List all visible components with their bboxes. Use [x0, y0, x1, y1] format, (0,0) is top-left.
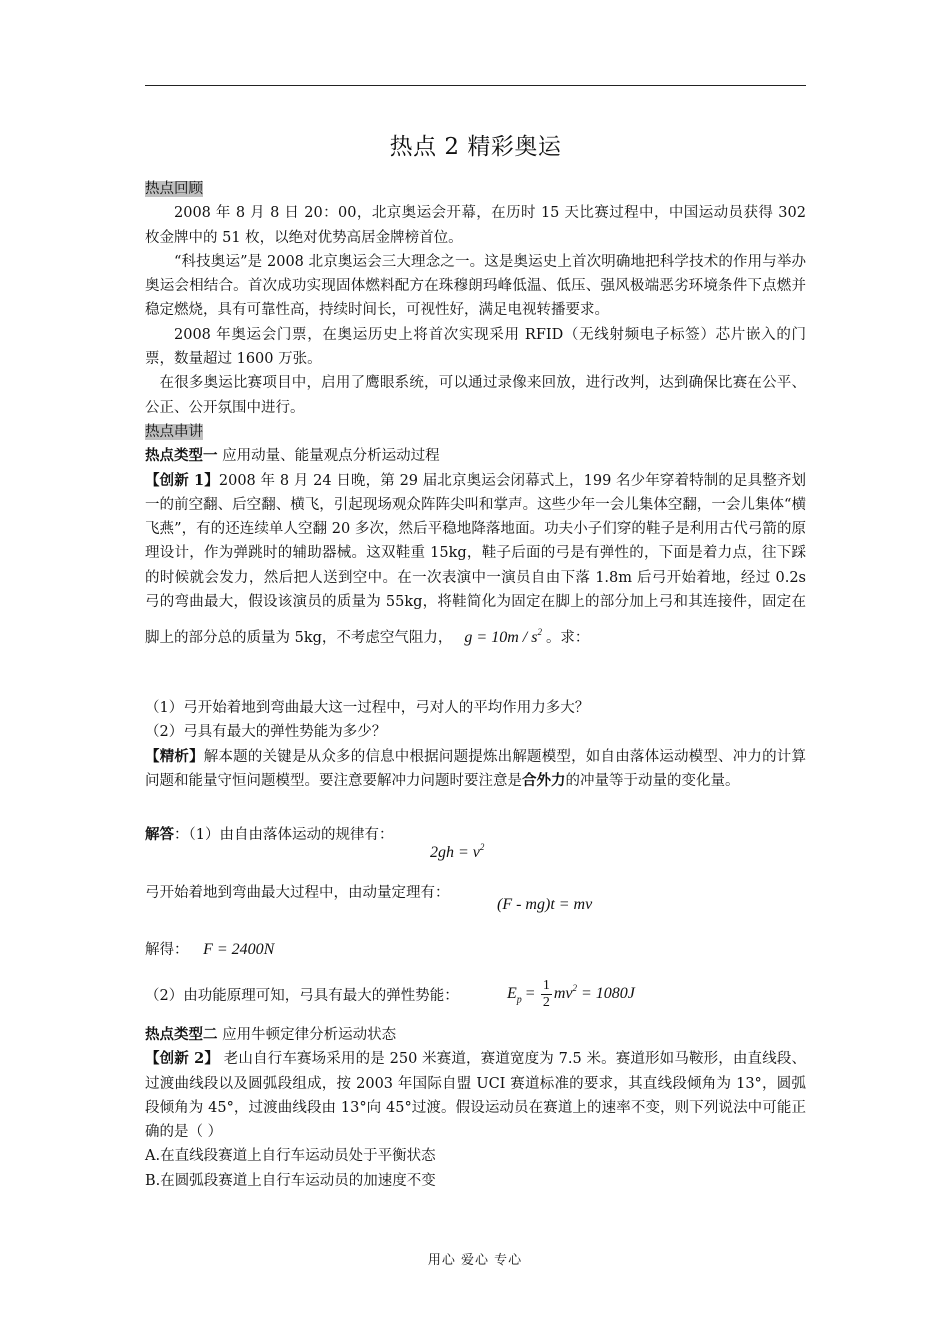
analysis-paragraph [145, 745, 806, 794]
solution-step4-text: （2）由功能原理可知，弓具有最大的弹性势能： [145, 988, 459, 1004]
equation-free-fall: $2gh = v^2$ [430, 842, 485, 861]
analysis-label: 【精析】 [145, 747, 204, 765]
question-1: （1）弓开始着地到弯曲最大这一过程中，弓对人的平均作用力多大？ [145, 700, 590, 716]
solution-step-1 [145, 823, 806, 861]
review-paragraph-1: 2008 年 8 月 8 日 20：00，北京奥运会开幕，在历时 15 天比赛过程中，中国运动员获得 302 枚金牌中的 51 枚，以绝对优势高居金牌榜首位。 [145, 205, 806, 246]
section-tag-review: 热点回顾 [145, 181, 203, 197]
innovation2-body: 老山自行车赛场采用的是 250 米赛道，赛道宽度为 7.5 米。赛道形如马鞍形，由直线段、过渡曲线段以及圆弧段组成，按 2003 年国际自盟 UCI 赛道标准的要求，其直线段倾角为 13°，圆弧段倾角为 45°，过渡曲线段由 13°向 45°过渡。假设运动员在赛道上的速率不变，则下列说法中可能正确的是（ ） [145, 1051, 806, 1141]
type2-text: 应用牛顿定律分析运动状态 [217, 1027, 397, 1043]
equation-momentum: (F - mg)t = mv [497, 896, 593, 913]
solution-step2-text: 弓开始着地到弯曲最大过程中，由动量定理有： [145, 885, 450, 901]
equation-elastic-energy: $E_p$ = $\frac{1}{2}$ $mv^2 = 1080J$ [507, 978, 635, 1010]
page-footer: 用心 爱心 专心 [427, 1253, 523, 1268]
type1-heading [145, 444, 806, 468]
innovation1-body: 2008 年 8 月 24 日晚，第 29 届北京奥运会闭幕式上，199 名少年穿着特制的足具整齐划一的前空翻、后空翻、横飞，引起现场观众阵阵尖叫和掌声。这些少年一会儿集体空翻，一会儿集体“横飞燕”，有的还连续单人空翻 20 多次，然后平稳地降落地面。功夫小子们穿的鞋子是利用古代弓箭的原理设计，作为弹跳时的辅助器械。这双鞋重 15kg，鞋子后面的弓是有弹性的，下面是着力点，往下踩的时候就会发力，然后把人送到空中。在一次表演中一演员自由下落 1.8m 后弓开始着地，经过 0.2s 弓的弯曲最大，假设该演员的质量为 55kg，将鞋简化为固定在脚上的部分加上弓和其连接件，固定在脚上的部分总的质量为 5kg，不考虑空气阻力， [145, 472, 806, 647]
type2-label: 热点类型二 [145, 1026, 218, 1043]
type1-text: 应用动量、能量观点分析运动过程 [217, 448, 440, 465]
type2-block [145, 1023, 806, 1193]
solution-step3-text: 解得： [145, 942, 189, 958]
fraction-half: $\frac{1}{2}$ [542, 978, 550, 1010]
analysis-text-before: 解本题的关键是从众多的信息中根据问题提炼出解题模型，如自由落体运动模型、冲力的计算问题和能量守恒问题模型。要注意要解冲力问题时要注意是 [145, 748, 807, 789]
solution-step-2 [145, 881, 806, 913]
header-rule [145, 85, 806, 86]
innovation1-text [145, 469, 806, 651]
solution-label: 解答 [145, 826, 174, 843]
equation-force: F = 2400N [203, 941, 275, 958]
g-formula: $g = 10m / s^2$ [464, 627, 542, 647]
review-paragraph-4: 在很多奥运比赛项目中，启用了鹰眼系统，可以通过录像来回放，进行改判，达到确保比赛在公平、公正、公开氛围中进行。 [145, 375, 806, 416]
solution-step1-text: ：（1）由自由落体运动的规律有： [174, 827, 394, 843]
innovation1-ask: 。求： [545, 630, 590, 647]
section-tag-lecture: 热点串讲 [145, 423, 203, 440]
review-section [145, 177, 806, 651]
innovation2-label: 【创新 2】 [145, 1050, 220, 1068]
review-paragraph-3: 2008 年奥运会门票，在奥运历史上将首次实现采用 RFID（无线射频电子标签）芯片嵌入的门票，数量超过 1600 万张。 [145, 326, 806, 368]
option-b: B.在圆弧段赛道上自行车运动员的加速度不变 [145, 1172, 436, 1189]
page-title: 热点 2 精彩奥运 [389, 134, 562, 160]
solution-step-3 [145, 938, 806, 962]
questions-block [145, 696, 806, 793]
innovation1-label: 【创新 1】 [145, 471, 219, 489]
type2-heading [145, 1023, 806, 1047]
question-2: （2）弓具有最大的弹性势能为多少？ [145, 724, 387, 741]
solution-step-4 [145, 978, 806, 1010]
innovation2-text [145, 1047, 806, 1144]
analysis-text-after: 的冲量等于动量的变化量。 [565, 772, 740, 789]
option-a: A.在直线段赛道上自行车运动员处于平衡状态 [145, 1148, 436, 1165]
analysis-bold-word: 合外力 [522, 771, 566, 789]
review-paragraph-2: “科技奥运”是 2008 北京奥运会三大理念之一。这是奥运史上首次明确地把科学技术的作用与举办奥运会相结合。首次成功实现固体燃料配方在珠穆朗玛峰低温、低压、强风极端恶劣环境条件下点燃并稳定燃烧，具有可靠性高，持续时间长，可视性好，满足电视转播要求。 [145, 253, 806, 319]
type1-label: 热点类型一 [145, 447, 218, 465]
